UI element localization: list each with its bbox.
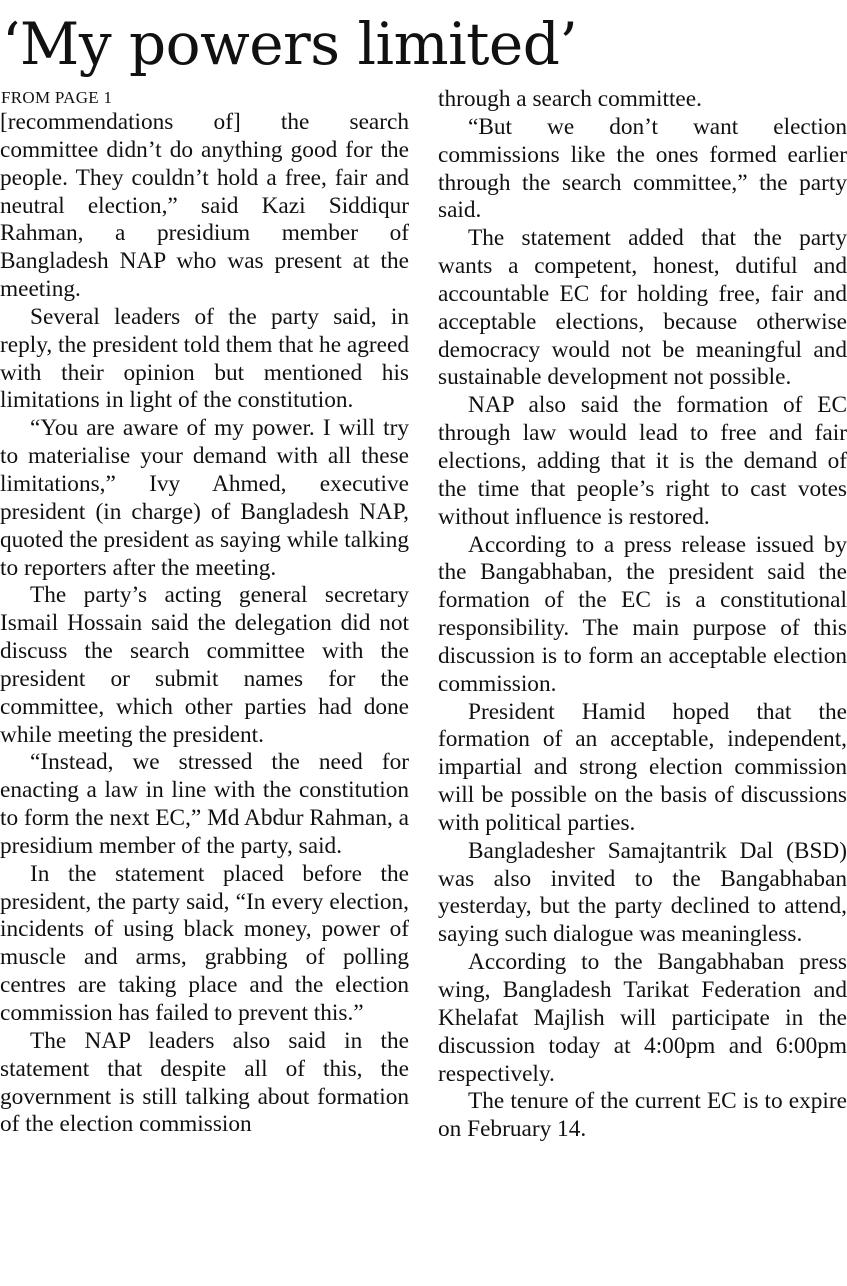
paragraph: Several leaders of the party said, in reply, the president told them that he agreed with their opinion but mentioned his limitations in light of the constitution.	[0, 303, 409, 414]
paragraph: In the statement placed before the president, the party said, “In every election, incidents of using black money, power of muscle and arms, grabbing of polling centres are taking place and the election commission has failed to prevent this.”	[0, 860, 409, 1026]
paragraph: According to a press release issued by the Bangabhaban, the president said the formation of the EC is a constitutional responsibility. The main purpose of this discussion is to form an acceptable election commission.	[438, 531, 847, 697]
paragraph: [recommendations of] the search committee didn’t do anything good for the people. They couldn’t hold a free, fair and neutral election,” said Kazi Siddiqur Rahman, a presidium member of Bangladesh NAP who was present at the meeting.	[0, 109, 409, 303]
paragraph: “You are aware of my power. I will try to materialise your demand with all these limitations,” Ivy Ahmed, executive president (in charge) of Bangladesh NAP, quoted the president as saying while talking to reporters after the meeting.	[0, 415, 409, 581]
paragraph: The party’s acting general secretary Ismail Hossain said the delegation did not discuss the search committee with the president or submit names for the committee, which other parties had done while meeting the president.	[0, 582, 409, 748]
paragraph: Bangladesher Samajtantrik Dal (BSD) was also invited to the Bangabhaban yesterday, but the party declined to attend, saying such dialogue was meaningless.	[438, 837, 847, 948]
headline: ‘My powers limited’	[2, 10, 578, 78]
paragraph: The NAP leaders also said in the statement that despite all of this, the government is still talking about formation of the election commission	[0, 1027, 409, 1138]
paragraph: According to the Bangabhaban press wing, Bangladesh Tarikat Federation and Khelafat Majlish will participate in the discussion today at 4:00pm and 6:00pm respectively.	[438, 949, 847, 1087]
paragraph: The tenure of the current EC is to expire on February 14.	[438, 1088, 847, 1143]
paragraph: NAP also said the formation of EC through law would lead to free and fair elections, adding that it is the demand of the time that people’s right to cast votes without influence is restored.	[438, 392, 847, 530]
paragraph: “But we don’t want election commissions like the ones formed earlier through the search committee,” the party said.	[438, 113, 847, 224]
paragraph: through a search committee.	[438, 86, 702, 112]
continued-from-label: FROM PAGE 1	[1, 88, 113, 107]
article-column-left	[0, 109, 409, 1139]
paragraph: The statement added that the party wants a competent, honest, dutiful and accountable EC for holding free, fair and acceptable elections, because otherwise democracy would not be meaningful and sustainable development not possible.	[438, 225, 847, 391]
paragraph: President Hamid hoped that the formation of an acceptable, independent, impartial and strong election commission will be possible on the basis of discussions with political parties.	[438, 698, 847, 836]
article-column-right	[438, 86, 847, 1144]
paragraph: “Instead, we stressed the need for enacting a law in line with the constitution to form the next EC,” Md Abdur Rahman, a presidium member of the party, said.	[0, 749, 409, 859]
